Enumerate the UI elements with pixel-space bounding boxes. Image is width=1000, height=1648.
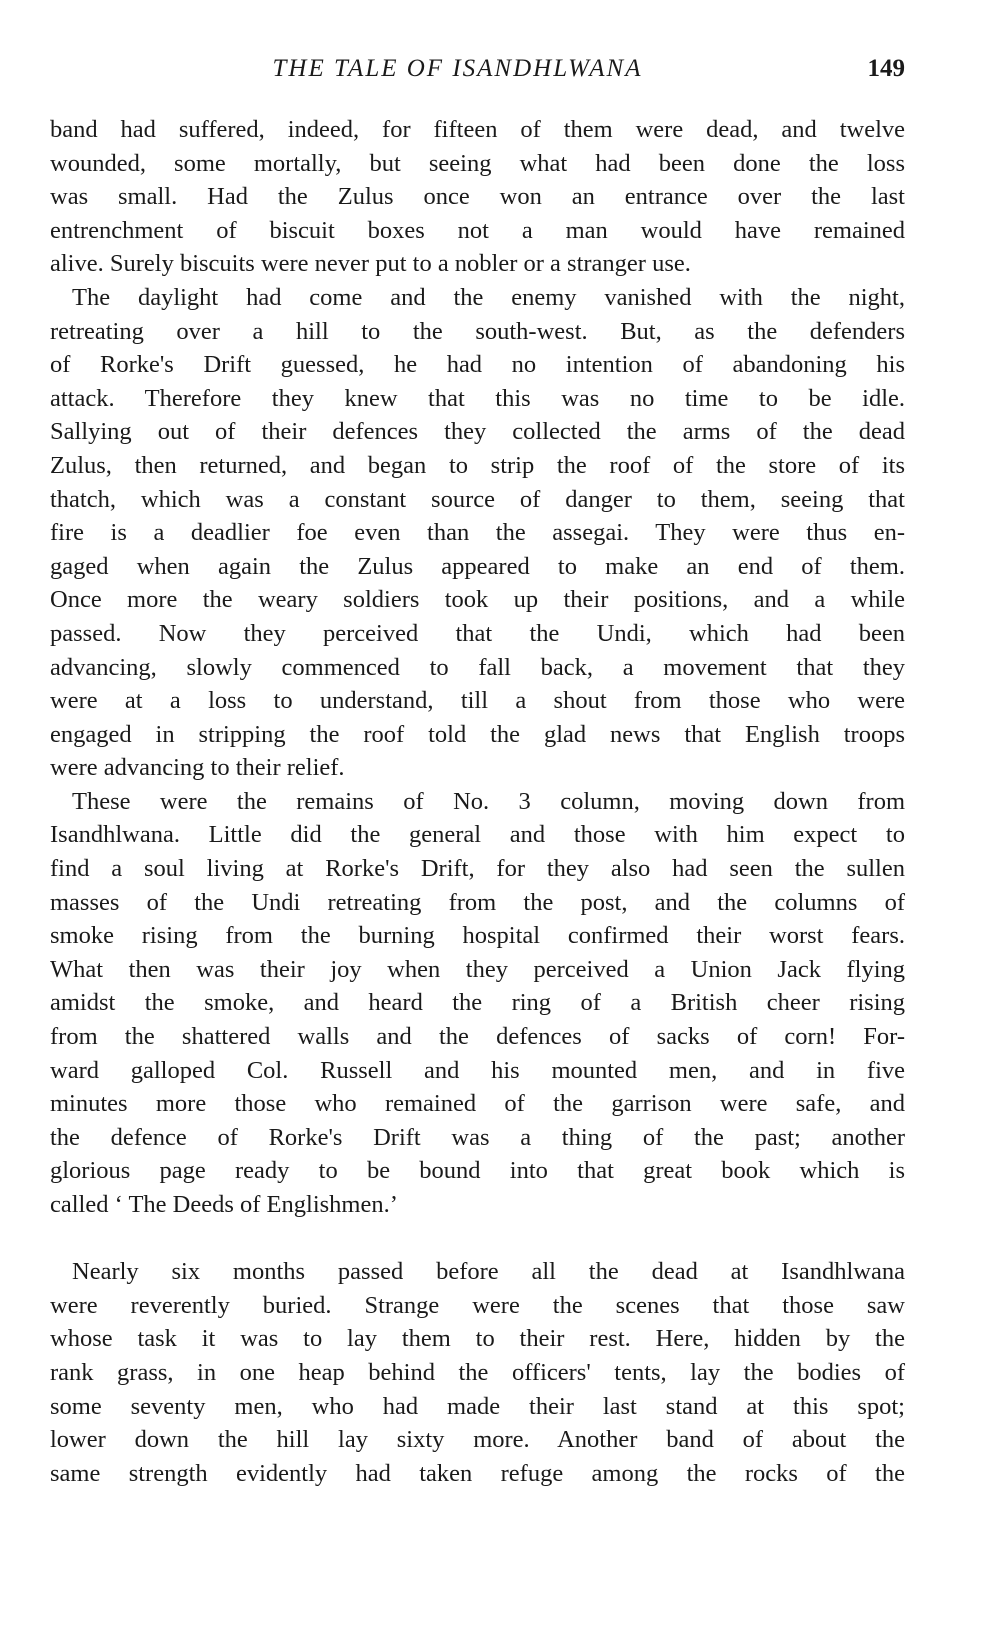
- paragraph: [50, 785, 905, 1222]
- paragraph: [50, 1255, 905, 1490]
- section-break: [50, 1222, 905, 1256]
- text-line: advancing, slowly commenced to fall back, a movement that they: [50, 653, 905, 681]
- paragraph: [50, 113, 905, 281]
- text-line: thatch, which was a constant source of danger to them, seeing that: [50, 485, 905, 513]
- text-line: ward galloped Col. Russell and his mounted men, and in five: [50, 1056, 905, 1084]
- page-number: 149: [867, 55, 905, 82]
- text-line: called ‘ The Deeds of Englishmen.’: [50, 1191, 398, 1218]
- text-line: the defence of Rorke's Drift was a thing of the past; another: [50, 1123, 905, 1151]
- text-line: alive. Surely biscuits were never put to a nobler or a stranger use.: [50, 250, 691, 278]
- text-line: masses of the Undi retreating from the post, and the columns of: [50, 888, 905, 916]
- text-line: fire is a deadlier foe even than the assegai. They were thus en-: [50, 519, 905, 547]
- text-line: were at a loss to understand, till a shout from those who were: [50, 687, 905, 715]
- text-line: rank grass, in one heap behind the officers' tents, lay the bodies of: [50, 1358, 905, 1386]
- text-line: lower down the hill lay sixty more. Another band of about the: [50, 1426, 905, 1454]
- text-line: Isandhlwana. Little did the general and those with him expect to: [50, 821, 905, 849]
- text-line: Nearly six months passed before all the dead at Isandhlwana: [72, 1258, 905, 1286]
- text-line: minutes more those who remained of the garrison were safe, and: [50, 1090, 905, 1118]
- body-text: [50, 113, 905, 1490]
- text-line: passed. Now they perceived that the Undi, which had been: [50, 619, 905, 647]
- text-line: entrenchment of biscuit boxes not a man would have remained: [50, 216, 905, 244]
- text-line: find a soul living at Rorke's Drift, for they also had seen the sullen: [50, 855, 905, 883]
- text-line: gaged when again the Zulus appeared to make an end of them.: [50, 552, 905, 580]
- text-line: of Rorke's Drift guessed, he had no intention of abandoning his: [50, 351, 905, 379]
- text-line: Sallying out of their defences they collected the arms of the dead: [50, 418, 905, 446]
- text-line: The daylight had come and the enemy vanished with the night,: [72, 283, 905, 311]
- text-line: wounded, some mortally, but seeing what had been done the loss: [50, 149, 905, 177]
- text-line: from the shattered walls and the defences of sacks of corn! For-: [50, 1023, 905, 1051]
- text-line: were advancing to their relief.: [50, 754, 345, 782]
- text-line: amidst the smoke, and heard the ring of a British cheer rising: [50, 989, 905, 1017]
- text-line: Once more the weary soldiers took up their positions, and a while: [50, 586, 905, 614]
- text-line: band had suffered, indeed, for fifteen of them were dead, and twelve: [50, 116, 905, 143]
- text-line: was small. Had the Zulus once won an entrance over the last: [50, 183, 905, 211]
- text-line: attack. Therefore they knew that this was no time to be idle.: [50, 384, 905, 412]
- text-line: What then was their joy when they perceived a Union Jack flying: [50, 955, 905, 983]
- text-line: Zulus, then returned, and began to strip the roof of the store of its: [50, 451, 905, 479]
- running-title: THE TALE OF ISANDHLWANA: [272, 55, 643, 82]
- text-line: glorious page ready to be bound into that great book which is: [50, 1157, 905, 1185]
- page-header: [50, 55, 905, 89]
- text-line: These were the remains of No. 3 column, moving down from: [72, 787, 905, 815]
- text-line: smoke rising from the burning hospital confirmed their worst fears.: [50, 922, 905, 950]
- text-line: some seventy men, who had made their last stand at this spot;: [50, 1392, 905, 1420]
- text-line: retreating over a hill to the south-west. But, as the defenders: [50, 317, 905, 345]
- text-line: engaged in stripping the roof told the glad news that English troops: [50, 720, 905, 748]
- text-line: same strength evidently had taken refuge among the rocks of the: [50, 1459, 905, 1487]
- text-line: were reverently buried. Strange were the scenes that those saw: [50, 1291, 905, 1319]
- paragraph: [50, 281, 905, 785]
- text-line: whose task it was to lay them to their rest. Here, hidden by the: [50, 1325, 905, 1353]
